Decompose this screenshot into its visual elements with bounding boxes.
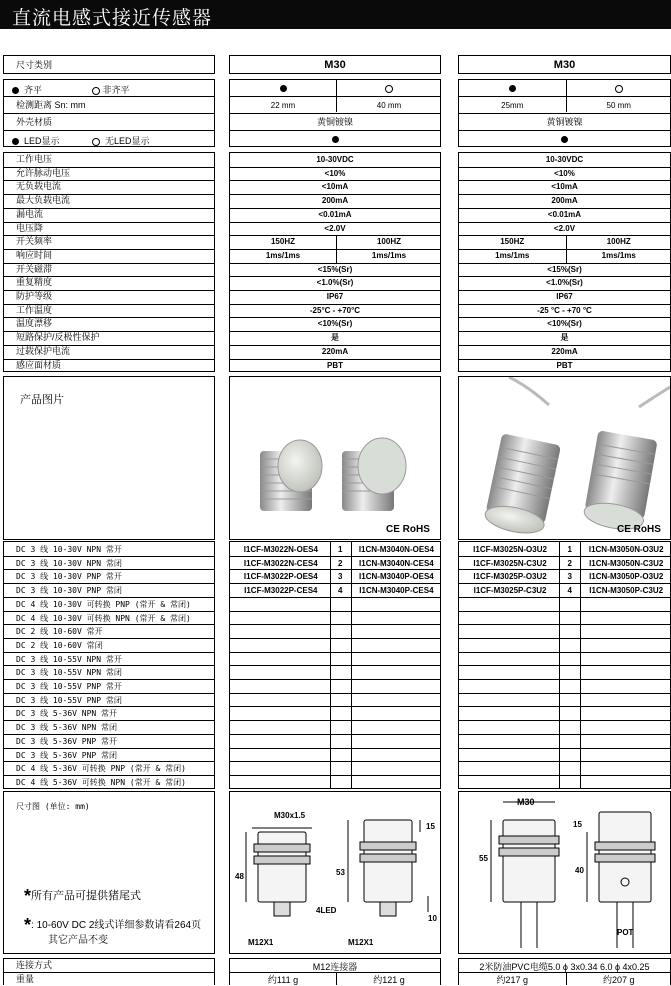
dim-b-2: 55 <box>479 854 488 863</box>
product-image-label: 产品图片 <box>20 391 64 407</box>
size-value: M30 <box>230 59 440 71</box>
spec-value: 150HZ <box>459 236 566 247</box>
distance-non-flush: 40 mm <box>336 100 442 111</box>
wiring-option: DC 3 线 5-36V NPN 常开 <box>16 708 117 719</box>
size-header <box>229 55 441 74</box>
spec-label: 开关磁滞 <box>4 264 52 275</box>
spec-value: 1ms/1ms <box>336 250 442 261</box>
size-category-label: 尺寸类别 <box>4 60 52 71</box>
part-index: 1 <box>559 543 580 556</box>
filled-dot-icon <box>12 87 19 94</box>
spec-label: 电压降 <box>4 223 43 234</box>
dim-m12-b: M12X1 <box>348 938 373 947</box>
top-attrs <box>229 79 441 147</box>
part-number-non-flush: I1CN-M3040P-CES4 <box>351 584 442 597</box>
no-led-display-label: 无LED显示 <box>105 136 150 146</box>
weight-non-flush: 约121 g <box>336 973 442 986</box>
dim-d: 10 <box>428 914 437 923</box>
spec-value: <15%(Sr) <box>459 264 670 275</box>
spec-value: <15%(Sr) <box>230 264 440 275</box>
bottom-labels-box <box>3 958 215 985</box>
part-number-table <box>229 541 441 789</box>
spec-value: PBT <box>230 360 440 371</box>
spec-label: 工作电压 <box>4 154 52 165</box>
connection-weight <box>229 958 441 985</box>
spec-value: <2.0V <box>459 223 670 234</box>
note-1-text: 所有产品可提供猪尾式 <box>31 890 141 902</box>
sensor-photo-cable <box>459 377 670 539</box>
sensor-photo-connector <box>230 377 440 539</box>
spec-values <box>458 152 671 372</box>
wiring-option: DC 4 线 5-36V 可转换 NPN (常开 & 常闭) <box>16 777 186 788</box>
spec-value: 100HZ <box>336 236 442 247</box>
top-attrs-box <box>3 79 215 147</box>
part-number-non-flush: I1CN-M3050N-O3U2 <box>580 543 671 556</box>
product-image-label-box <box>3 376 215 540</box>
part-index: 4 <box>559 584 580 597</box>
spec-label: 最大负载电流 <box>4 195 70 206</box>
spec-label: 无负载电流 <box>4 181 61 192</box>
note-1 <box>24 886 141 907</box>
part-number-flush: I1CF-M3022P-OES4 <box>232 570 330 583</box>
asterisk-icon: * <box>24 886 31 906</box>
dim-c: 53 <box>336 868 345 877</box>
connection-type: 2米防油PVC电缆5.0 ϕ 3x0.34 6.0 ϕ 4x0.25 <box>459 960 670 973</box>
asterisk-icon: * <box>24 915 31 935</box>
dim-led: 4LED <box>316 906 336 915</box>
weight-flush: 约111 g <box>230 973 336 986</box>
wiring-option: DC 3 线 5-36V PNP 常闭 <box>16 750 117 761</box>
spec-value: <10% <box>230 168 440 179</box>
flush-legend <box>12 83 42 96</box>
spec-value: 200mA <box>459 195 670 206</box>
weight-non-flush: 约207 g <box>566 973 671 986</box>
hollow-circle-icon <box>92 138 100 146</box>
spec-value: -25 °C - +70 °C <box>459 305 670 316</box>
ce-rohs-mark: CE RoHS <box>617 524 661 535</box>
spec-value: 1ms/1ms <box>230 250 336 261</box>
sensing-distance-label: 检测距离 Sn: mm <box>4 100 86 111</box>
spec-label: 漏电流 <box>4 209 43 220</box>
spec-label: 短路保护/反极性保护 <box>4 332 100 343</box>
part-number-non-flush: I1CN-M3050P-C3U2 <box>580 584 671 597</box>
part-number-non-flush: I1CN-M3040N-CES4 <box>351 557 442 570</box>
spec-value: <10%(Sr) <box>230 318 440 329</box>
part-number-flush: I1CF-M3025N-C3U2 <box>461 557 559 570</box>
wiring-option: DC 3 线 10-30V NPN 常开 <box>16 544 122 555</box>
wiring-option: DC 3 线 10-55V PNP 常开 <box>16 681 122 692</box>
wiring-option: DC 4 线 5-36V 可转换 PNP (常开 & 常闭) <box>16 763 186 774</box>
dimension-label: 尺寸图 (单位: mm) <box>16 801 90 812</box>
spec-label: 工作温度 <box>4 305 52 316</box>
spec-value: <10mA <box>459 181 670 192</box>
wiring-option: DC 2 线 10-60V 常开 <box>16 626 103 637</box>
no-led-legend <box>92 134 150 147</box>
wiring-option: DC 2 线 10-60V 常闭 <box>16 640 103 651</box>
size-header <box>458 55 671 74</box>
part-number-flush: I1CF-M3022N-OES4 <box>232 543 330 556</box>
connection-type: M12连接器 <box>230 960 440 973</box>
dimension-diagram-connector <box>230 792 440 953</box>
part-number-table <box>458 541 671 789</box>
note-2-sub: 其它产品不变 <box>48 931 108 946</box>
spec-value: <10mA <box>230 181 440 192</box>
spec-label: 温度漂移 <box>4 318 52 329</box>
dim-a: 15 <box>426 822 435 831</box>
spec-value: 100HZ <box>566 236 671 247</box>
wiring-option: DC 3 线 5-36V NPN 常闭 <box>16 722 117 733</box>
non-flush-circle-icon <box>385 85 393 93</box>
spec-value: 是 <box>459 332 670 343</box>
housing-material-label: 外壳材质 <box>4 117 52 128</box>
spec-value: PBT <box>459 360 670 371</box>
spec-value: 150HZ <box>230 236 336 247</box>
spec-label: 响应时间 <box>4 250 52 261</box>
spec-label: 重复精度 <box>4 277 52 288</box>
spec-value: <10%(Sr) <box>459 318 670 329</box>
part-number-non-flush: I1CN-M3040P-OES4 <box>351 570 442 583</box>
led-dot-icon <box>561 136 568 143</box>
part-index: 3 <box>559 570 580 583</box>
part-number-flush: I1CF-M3025P-O3U2 <box>461 570 559 583</box>
product-photo-2 <box>458 376 671 540</box>
part-number-flush: I1CF-M3025N-O3U2 <box>461 543 559 556</box>
hollow-circle-icon <box>92 87 100 95</box>
led-legend <box>12 134 60 147</box>
flush-dot-icon <box>509 85 516 92</box>
dimension-notes-box <box>3 791 215 954</box>
non-flush-circle-icon <box>615 85 623 93</box>
wiring-option: DC 3 线 10-30V PNP 常开 <box>16 571 122 582</box>
part-index: 4 <box>330 584 351 597</box>
spec-value: -25°C - +70°C <box>230 305 440 316</box>
dim-thread-label: M30x1.5 <box>274 811 305 820</box>
weight-label: 重量 <box>4 974 34 985</box>
spec-value: IP67 <box>459 291 670 302</box>
part-index: 2 <box>330 557 351 570</box>
product-photo-1 <box>229 376 441 540</box>
spec-value: IP67 <box>230 291 440 302</box>
spec-label: 感应面材质 <box>4 360 61 371</box>
led-display-label: LED显示 <box>24 136 60 146</box>
spec-labels-box <box>3 152 215 372</box>
wiring-option: DC 4 线 10-30V 可转换 PNP (常开 & 常闭) <box>16 599 191 610</box>
dimension-drawing-1 <box>229 791 441 954</box>
dim-b: 48 <box>235 872 244 881</box>
spec-value: 220mA <box>459 346 670 357</box>
spec-value: <1.0%(Sr) <box>230 277 440 288</box>
dimension-drawing-2 <box>458 791 671 954</box>
spec-value: <0.01mA <box>459 209 670 220</box>
wiring-option: DC 3 线 5-36V PNP 常开 <box>16 736 117 747</box>
part-number-flush: I1CF-M3025P-C3U2 <box>461 584 559 597</box>
distance-flush: 25mm <box>459 100 566 111</box>
ce-rohs-mark: CE RoHS <box>386 524 430 535</box>
spec-value: 10-30VDC <box>459 154 670 165</box>
dim-pot: POT <box>617 928 633 937</box>
spec-value: <2.0V <box>230 223 440 234</box>
spec-value: <0.01mA <box>230 209 440 220</box>
page-title: 直流电感式接近传感器 <box>12 3 212 30</box>
spec-label: 过载保护电流 <box>4 346 70 357</box>
spec-value: 1ms/1ms <box>566 250 671 261</box>
part-index: 2 <box>559 557 580 570</box>
wiring-option: DC 3 线 10-55V PNP 常闭 <box>16 695 122 706</box>
size-value: M30 <box>459 59 670 71</box>
dim-m12-a: M12X1 <box>248 938 273 947</box>
distance-non-flush: 50 mm <box>566 100 671 111</box>
wiring-option: DC 3 线 10-55V NPN 常闭 <box>16 667 122 678</box>
flush-dot-icon <box>280 85 287 92</box>
note-2-text: : 10-60V DC 2线式详细参数请看264页 <box>31 920 201 931</box>
dim-c-2: 40 <box>575 866 584 875</box>
title-bar <box>0 0 671 29</box>
distance-flush: 22 mm <box>230 100 336 111</box>
spec-value: <1.0%(Sr) <box>459 277 670 288</box>
spec-value: 10-30VDC <box>230 154 440 165</box>
housing-material: 黄铜镀镍 <box>459 117 670 128</box>
part-number-flush: I1CF-M3022N-CES4 <box>232 557 330 570</box>
non-flush-legend <box>92 83 130 96</box>
dim-thread-label-2: M30 <box>517 797 535 807</box>
dimension-diagram-cable <box>459 792 670 953</box>
non-flush-label: 非齐平 <box>103 85 130 95</box>
spec-values <box>229 152 441 372</box>
connection-weight <box>458 958 671 985</box>
wiring-option: DC 4 线 10-30V 可转换 NPN (常开 & 常闭) <box>16 613 191 624</box>
top-attrs <box>458 79 671 147</box>
filled-dot-icon <box>12 138 19 145</box>
connection-label: 连接方式 <box>4 960 52 971</box>
part-index: 3 <box>330 570 351 583</box>
weight-flush: 约217 g <box>459 973 566 986</box>
part-number-flush: I1CF-M3022P-CES4 <box>232 584 330 597</box>
housing-material: 黄铜镀镍 <box>230 117 440 128</box>
wiring-list-box <box>3 541 215 789</box>
wiring-option: DC 3 线 10-30V NPN 常闭 <box>16 558 122 569</box>
spec-label: 防护等级 <box>4 291 52 302</box>
spec-value: 220mA <box>230 346 440 357</box>
size-category-box <box>3 55 215 74</box>
spec-label: 开关频率 <box>4 236 52 247</box>
spec-value: <10% <box>459 168 670 179</box>
flush-label: 齐平 <box>24 85 42 95</box>
spec-value: 1ms/1ms <box>459 250 566 261</box>
wiring-option: DC 3 线 10-55V NPN 常开 <box>16 654 122 665</box>
part-number-non-flush: I1CN-M3050N-C3U2 <box>580 557 671 570</box>
led-dot-icon <box>332 136 339 143</box>
wiring-option: DC 3 线 10-30V PNP 常闭 <box>16 585 122 596</box>
spec-value: 是 <box>230 332 440 343</box>
part-number-non-flush: I1CN-M3050P-O3U2 <box>580 570 671 583</box>
part-index: 1 <box>330 543 351 556</box>
spec-value: 200mA <box>230 195 440 206</box>
dim-a-2: 15 <box>573 820 582 829</box>
part-number-non-flush: I1CN-M3040N-OES4 <box>351 543 442 556</box>
spec-label: 允许脉动电压 <box>4 168 70 179</box>
